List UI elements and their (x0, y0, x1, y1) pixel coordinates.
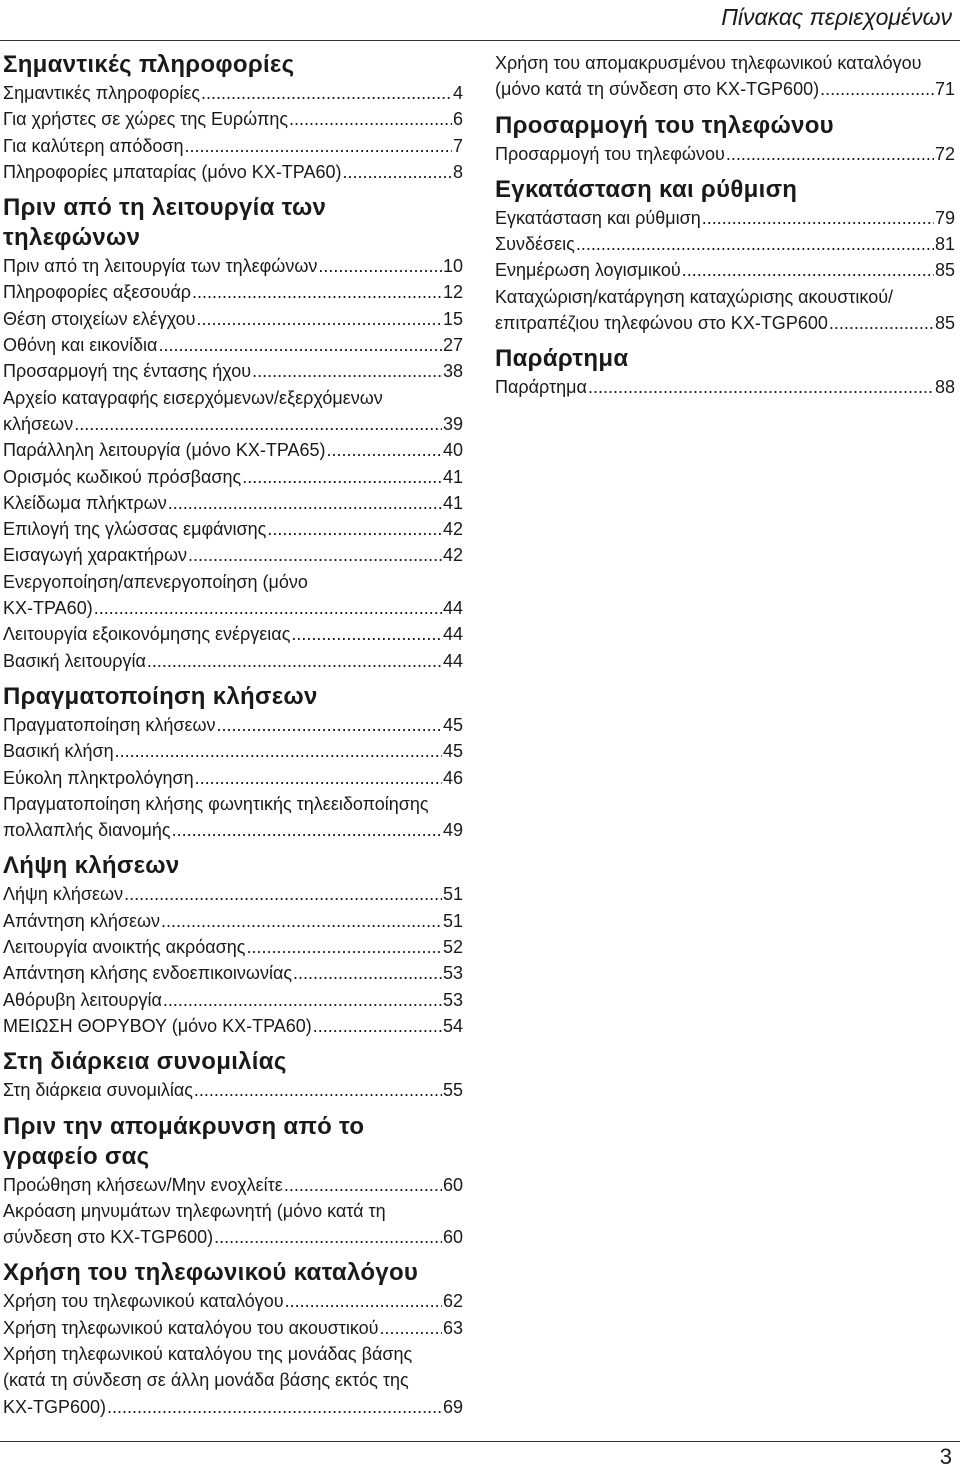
dot-leader (185, 133, 452, 159)
toc-entry-page: 41 (442, 492, 463, 513)
toc-entry-page: 41 (442, 466, 463, 487)
toc-entry[interactable] (3, 385, 463, 438)
toc-entry[interactable] (3, 765, 463, 791)
dot-leader (252, 358, 442, 384)
dot-leader (284, 1172, 442, 1198)
toc-entry[interactable] (3, 1077, 463, 1103)
toc-entry[interactable] (3, 987, 463, 1013)
dot-leader (291, 621, 442, 647)
toc-section (495, 111, 955, 167)
toc-entry[interactable] (3, 80, 463, 106)
section-heading: Σημαντικές πληροφορίες (3, 51, 295, 78)
toc-entry[interactable] (3, 279, 463, 305)
toc-entry-page: 63 (442, 1317, 463, 1338)
dot-leader (246, 934, 441, 960)
toc-entry-line (3, 1394, 463, 1420)
toc-entry-title: Εισαγωγή χαρακτήρων (3, 545, 188, 566)
toc-section (3, 50, 463, 185)
dot-leader (201, 80, 452, 106)
toc-entry-line (3, 133, 463, 159)
toc-entry-line (495, 231, 955, 257)
toc-entry-page: 52 (442, 937, 463, 958)
toc-entry-line (3, 159, 463, 185)
toc-entry-line (3, 1172, 463, 1198)
toc-section (3, 193, 463, 674)
toc-entry-line (495, 205, 955, 231)
toc-entry-title: επιτραπέζιου τηλεφώνου στο KX-TGP600 (495, 313, 828, 334)
toc-entry[interactable] (3, 738, 463, 764)
toc-entry-title: Ενημέρωση λογισμικού (495, 260, 681, 281)
toc-entry-text-line: Χρήση του απομακρυσμένου τηλεφωνικού καταλόγου (495, 53, 922, 73)
toc-right-column (495, 50, 955, 409)
dot-leader (588, 374, 934, 400)
toc-entry-page: 6 (452, 109, 463, 130)
toc-entry-title: Συνδέσεις (495, 234, 575, 255)
toc-entry-page: 53 (442, 963, 463, 984)
page-header-title: Πίνακας περιεχομένων (721, 4, 952, 30)
toc-entry-line (3, 516, 463, 542)
toc-entry-page: 10 (442, 256, 463, 277)
toc-section (495, 175, 955, 336)
toc-entry-page: 79 (934, 207, 955, 228)
toc-entry-text-line: Ενεργοποίηση/απενεργοποίηση (μόνο (3, 571, 308, 592)
toc-entry-title: Πριν από τη λειτουργία των τηλεφώνων (3, 256, 318, 277)
toc-entry-line (3, 648, 463, 674)
toc-entry-text-line: Καταχώριση/κατάργηση καταχώρισης ακουστικού/ (495, 286, 894, 307)
toc-entry-page: 69 (442, 1396, 463, 1417)
toc-entry[interactable] (3, 133, 463, 159)
section-heading: Εγκατάσταση και ρύθμιση (495, 175, 798, 203)
toc-entry-title: Απάντηση κλήσης ενδοεπικοινωνίας (3, 963, 293, 984)
toc-entry-line (3, 595, 463, 621)
toc-entry-title: Προσαρμογή του τηλεφώνου (495, 143, 725, 164)
toc-entry-line (3, 1013, 463, 1039)
toc-entry[interactable] (3, 934, 463, 960)
toc-entry[interactable] (3, 358, 463, 384)
toc-section (3, 682, 463, 843)
toc-entry-line (3, 80, 463, 106)
toc-entry-title: Λειτουργία εξοικονόμησης ενέργειας (3, 624, 291, 645)
toc-entry[interactable] (3, 1198, 463, 1251)
toc-entry[interactable] (3, 1172, 463, 1198)
dot-leader (726, 141, 934, 167)
section-heading: Πριν την απομάκρυνση από το γραφείο σας (3, 1112, 365, 1170)
toc-entry-title: Παράρτημα (495, 377, 587, 398)
toc-entry[interactable] (3, 464, 463, 490)
toc-entry[interactable] (3, 490, 463, 516)
toc-entry[interactable] (3, 306, 463, 332)
toc-section (3, 1112, 463, 1251)
dot-leader (192, 279, 442, 305)
toc-entry-line (3, 490, 463, 516)
dot-leader (313, 1013, 442, 1039)
toc-section (3, 1047, 463, 1103)
toc-entry[interactable] (3, 542, 463, 568)
toc-entry[interactable] (3, 960, 463, 986)
toc-left-column (3, 50, 463, 1428)
toc-entry-text-line: Χρήση τηλεφωνικού καταλόγου της μονάδας βάσης (3, 1343, 413, 1364)
toc-entry-page: 46 (442, 767, 463, 788)
toc-section (495, 50, 955, 103)
toc-section (495, 344, 955, 400)
toc-entry-title: Βασική λειτουργία (3, 650, 146, 671)
dot-leader (197, 306, 442, 332)
toc-entry[interactable] (3, 621, 463, 647)
toc-entry-page: 81 (934, 234, 955, 255)
page-number: 3 (939, 1444, 952, 1469)
dot-leader (702, 205, 934, 231)
toc-entry-page: 72 (934, 143, 955, 164)
header-rule (0, 40, 960, 41)
toc-entry-title: Κλείδωμα πλήκτρων (3, 492, 167, 513)
toc-entry-page: 51 (442, 910, 463, 931)
dot-leader (829, 310, 934, 336)
toc-entry[interactable] (3, 437, 463, 463)
toc-entry-line (3, 934, 463, 960)
dot-leader (217, 712, 442, 738)
toc-entry-title: Βασική κλήση (3, 741, 114, 762)
toc-entry-line (3, 908, 463, 934)
dot-leader (285, 1288, 442, 1314)
toc-entry-line (3, 621, 463, 647)
toc-entry-line (3, 411, 463, 437)
toc-entry-page: 60 (442, 1174, 463, 1195)
toc-entry-line (3, 817, 463, 843)
toc-entry-line (495, 257, 955, 283)
dot-leader (94, 595, 442, 621)
toc-entry-line (3, 881, 463, 907)
toc-entry-title: Θέση στοιχείων ελέγχου (3, 308, 196, 329)
toc-entry-title: KX-TGP600) (3, 1396, 107, 1417)
toc-entry[interactable] (3, 1315, 463, 1341)
dot-leader (267, 516, 442, 542)
dot-leader (293, 960, 442, 986)
toc-entry[interactable] (495, 231, 955, 257)
section-heading: Λήψη κλήσεων (3, 852, 180, 880)
toc-entry-title: Λήψη κλήσεων (3, 884, 124, 905)
toc-entry-line (3, 106, 463, 132)
toc-entry-title: Ορισμός κωδικού πρόσβασης (3, 466, 242, 487)
section-heading: Παράρτημα (495, 345, 629, 373)
toc-entry-page: 44 (442, 598, 463, 619)
toc-entry-line (3, 464, 463, 490)
dot-leader (172, 817, 442, 843)
toc-entry-line (3, 279, 463, 305)
toc-entry-page: 40 (442, 440, 463, 461)
dot-leader (682, 257, 934, 283)
toc-entry-page: 44 (442, 624, 463, 645)
toc-entry-text-line: Αρχείο καταγραφής εισερχόμενων/εξερχόμενων (3, 387, 383, 408)
toc-entry-page: 27 (442, 335, 463, 356)
toc-entry[interactable] (3, 1341, 463, 1420)
toc-entry-title: Πληροφορίες αξεσουάρ (3, 282, 191, 303)
section-heading: Χρήση του τηλεφωνικού καταλόγου (3, 1259, 419, 1287)
toc-entry[interactable] (3, 332, 463, 358)
toc-entry[interactable] (3, 881, 463, 907)
toc-entry-page: 38 (442, 361, 463, 382)
dot-leader (820, 76, 934, 102)
toc-entry[interactable] (3, 791, 463, 844)
toc-entry-line (3, 358, 463, 384)
toc-entry-title: Οθόνη και εικονίδια (3, 335, 158, 356)
toc-entry-line (3, 253, 463, 279)
toc-entry[interactable] (3, 908, 463, 934)
toc-entry-page: 71 (934, 79, 955, 100)
toc-entry-page: 39 (442, 413, 463, 434)
toc-entry-page: 85 (934, 313, 955, 334)
toc-entry[interactable] (3, 1013, 463, 1039)
toc-entry-line (3, 1288, 463, 1314)
dot-leader (74, 411, 442, 437)
dot-leader (124, 881, 442, 907)
toc-entry-title: Χρήση του τηλεφωνικού καταλόγου (3, 1291, 284, 1312)
toc-entry-title: πολλαπλής διανομής (3, 820, 171, 841)
toc-section (3, 1258, 463, 1419)
toc-entry-title: Σημαντικές πληροφορίες (3, 83, 201, 103)
dot-leader (380, 1315, 442, 1341)
toc-entry[interactable] (3, 159, 463, 185)
toc-entry-title: Για χρήστες σε χώρες της Ευρώπης (3, 109, 289, 130)
dot-leader (576, 231, 934, 257)
toc-entry-text-line: Ακρόαση μηνυμάτων τηλεφωνητή (μόνο κατά τη (3, 1200, 386, 1221)
toc-entry-line (3, 712, 463, 738)
toc-entry-line (3, 437, 463, 463)
toc-entry-page: 85 (934, 260, 955, 281)
toc-entry-page: 44 (442, 650, 463, 671)
toc-entry-page: 42 (442, 545, 463, 566)
toc-entry-line (3, 542, 463, 568)
section-heading: Πριν από τη λειτουργία των τηλεφώνων (3, 194, 327, 252)
toc-entry-page: 88 (934, 377, 955, 398)
toc-entry-title: Παράλληλη λειτουργία (μόνο KX-TPA65) (3, 440, 326, 461)
toc-entry-line (3, 960, 463, 986)
dot-leader (147, 648, 442, 674)
toc-entry-line (3, 765, 463, 791)
toc-entry[interactable] (495, 257, 955, 283)
toc-entry[interactable] (3, 516, 463, 542)
toc-entry-title: Στη διάρκεια συνομιλίας (3, 1080, 193, 1101)
dot-leader (163, 987, 442, 1013)
toc-entry-page: 49 (442, 820, 463, 841)
toc-entry-page: 7 (452, 135, 463, 156)
toc-entry-page: 15 (442, 308, 463, 329)
dot-leader (242, 464, 442, 490)
toc-entry-line (3, 738, 463, 764)
toc-entry-page: 55 (442, 1080, 463, 1101)
section-heading: Πραγματοποίηση κλήσεων (3, 682, 318, 710)
footer-rule (0, 1441, 960, 1442)
dot-leader (158, 332, 442, 358)
dot-leader (188, 542, 442, 568)
toc-entry-page: 51 (442, 884, 463, 905)
toc-entry-title: Για καλύτερη απόδοση (3, 135, 184, 156)
toc-entry-line (3, 1224, 463, 1250)
toc-entry-line (495, 76, 955, 102)
toc-entry[interactable] (495, 284, 955, 337)
toc-entry-text-line: Πραγματοποίηση κλήσης φωνητικής τηλεειδοποίησης (3, 793, 429, 814)
dot-leader (214, 1224, 442, 1250)
toc-entry-page: 60 (442, 1227, 463, 1248)
toc-entry[interactable] (495, 50, 955, 103)
toc-entry-page: 53 (442, 989, 463, 1010)
dot-leader (115, 738, 442, 764)
toc-entry[interactable] (3, 648, 463, 674)
toc-entry-page: 42 (442, 519, 463, 540)
toc-section (3, 851, 463, 1039)
dot-leader (195, 765, 442, 791)
toc-entry[interactable] (3, 106, 463, 132)
toc-entry[interactable] (495, 205, 955, 231)
toc-entry[interactable] (3, 253, 463, 279)
toc-entry-line (3, 1315, 463, 1341)
section-heading: Προσαρμογή του τηλεφώνου (495, 111, 834, 139)
dot-leader (289, 106, 452, 132)
toc-entry-title: Απάντηση κλήσεων (3, 910, 161, 931)
toc-entry-title: Πραγματοποίηση κλήσεων (3, 714, 216, 735)
dot-leader (318, 253, 442, 279)
toc-entry-title: Προσαρμογή της έντασης ήχου (3, 361, 252, 382)
toc-entry-line (3, 332, 463, 358)
toc-entry-line (495, 141, 955, 167)
toc-entry[interactable] (3, 712, 463, 738)
toc-entry-title: Εύκολη πληκτρολόγηση (3, 767, 194, 788)
toc-entry-title: KX-TPA60) (3, 598, 93, 619)
toc-entry-title: Πληροφορίες μπαταρίας (μόνο KX-TPA60) (3, 161, 342, 182)
toc-entry-page: 12 (442, 282, 463, 303)
toc-entry[interactable] (495, 141, 955, 167)
toc-entry-title: Προώθηση κλήσεων/Μην ενοχλείτε (3, 1174, 283, 1195)
toc-entry-page: 4 (452, 83, 463, 103)
dot-leader (194, 1077, 442, 1103)
toc-entry-title: κλήσεων (3, 413, 74, 434)
toc-entry[interactable] (495, 374, 955, 400)
dot-leader (342, 159, 452, 185)
dot-leader (161, 908, 442, 934)
toc-entry-page: 8 (452, 161, 463, 182)
toc-entry-title: Επιλογή της γλώσσας εμφάνισης (3, 519, 267, 540)
dot-leader (107, 1394, 442, 1420)
toc-entry-title: Αθόρυβη λειτουργία (3, 989, 162, 1010)
toc-entry-text-line: (κατά τη σύνδεση σε άλλη μονάδα βάσης εκτός της (3, 1370, 409, 1391)
toc-entry-title: σύνδεση στο KX-TGP600) (3, 1227, 214, 1248)
toc-entry-line (3, 987, 463, 1013)
toc-entry-title: Λειτουργία ανοικτής ακρόασης (3, 937, 246, 958)
toc-entry-page: 45 (442, 741, 463, 762)
section-heading: Στη διάρκεια συνομιλίας (3, 1048, 287, 1076)
toc-entry-title: ΜΕΙΩΣΗ ΘΟΡΥΒΟΥ (μόνο KX-TPA60) (3, 1015, 312, 1036)
toc-entry-title: Εγκατάσταση και ρύθμιση (495, 207, 701, 228)
toc-entry-title: (μόνο κατά τη σύνδεση στο KX-TGP600) (495, 79, 820, 100)
toc-entry-line (3, 1077, 463, 1103)
toc-entry-page: 45 (442, 714, 463, 735)
toc-entry-line (3, 306, 463, 332)
toc-entry-title: Χρήση τηλεφωνικού καταλόγου του ακουστικού (3, 1317, 379, 1338)
toc-entry[interactable] (3, 1288, 463, 1314)
dot-leader (327, 437, 442, 463)
toc-entry[interactable] (3, 569, 463, 622)
toc-entry-line (495, 310, 955, 336)
toc-entry-line (495, 374, 955, 400)
toc-entry-page: 54 (442, 1015, 463, 1036)
toc-entry-page: 62 (442, 1291, 463, 1312)
dot-leader (168, 490, 442, 516)
